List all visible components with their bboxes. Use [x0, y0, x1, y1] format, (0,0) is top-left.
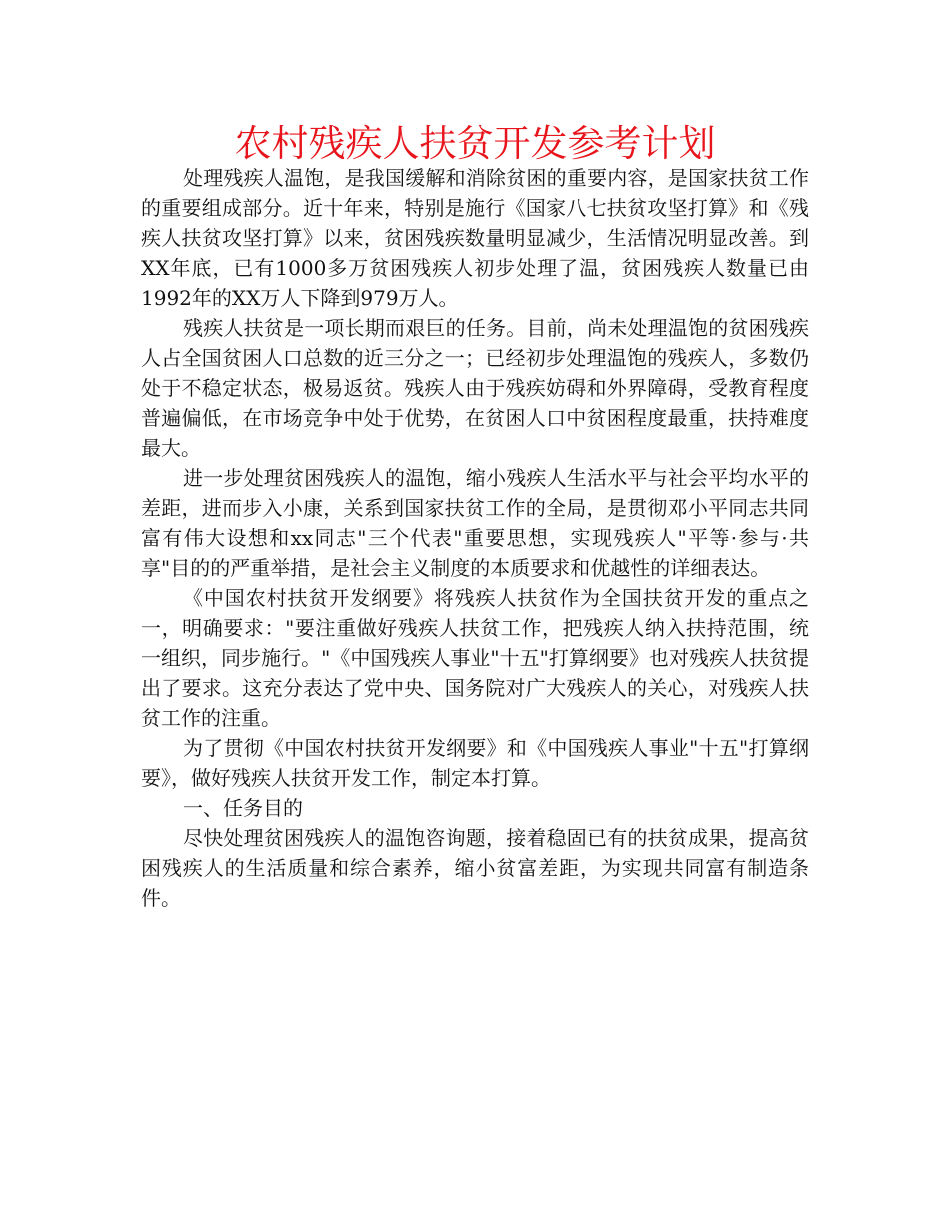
paragraph-6: 尽快处理贫困残疾人的温饱咨询题，接着稳固已有的扶贫成果，提高贫困残疾人的生活质量和综合素养，缩小贫富差距，为实现共同富有制造条件。 — [141, 826, 809, 910]
paragraph-3: 进一步处理贫困残疾人的温饱，缩小残疾人生活水平与社会平均水平的差距，进而步入小康，关系到国家扶贫工作的全局，是贯彻邓小平同志共同富有伟大设想和xx同志"三个代表"重要思想，实现残疾人"平等·参与·共享"目的的严重举措，是社会主义制度的本质要求和优越性的详细表达。 — [141, 466, 809, 580]
paragraph-4: 《中国农村扶贫开发纲要》将残疾人扶贫作为全国扶贫开发的重点之一，明确要求："要注重做好残疾人扶贫工作，把残疾人纳入扶持范围，统一组织，同步施行。"《中国残疾人事业"十五"打算纲要》也对残疾人扶贫提出了要求。这充分表达了党中央、国务院对广大残疾人的关心，对残疾人扶贫工作的注重。 — [141, 586, 809, 730]
paragraph-1: 处理残疾人温饱，是我国缓解和消除贫困的重要内容，是国家扶贫工作的重要组成部分。近十年来，特别是施行《国家八七扶贫攻坚打算》和《残疾人扶贫攻坚打算》以来，贫困残疾数量明显减少，生活情况明显改善。到XX年底，已有1000多万贫困残疾人初步处理了温，贫困残疾人数量已由1992年的XX万人下降到979万人。 — [141, 166, 809, 310]
document-body — [141, 163, 809, 913]
paragraph-2: 残疾人扶贫是一项长期而艰巨的任务。目前，尚未处理温饱的贫困残疾人占全国贫困人口总数的近三分之一；已经初步处理温饱的残疾人，多数仍处于不稳定状态，极易返贫。残疾人由于残疾妨碍和外界障碍，受教育程度普遍偏低，在市场竞争中处于优势，在贫困人口中贫困程度最重，扶持难度最大。 — [141, 316, 809, 460]
document-title: 农村残疾人扶贫开发参考计划 — [234, 122, 716, 165]
paragraph-5: 为了贯彻《中国农村扶贫开发纲要》和《中国残疾人事业"十五"打算纲要》，做好残疾人扶贫开发工作，制定本打算。 — [141, 736, 809, 790]
section-heading-1: 一、任务目的 — [183, 796, 303, 820]
